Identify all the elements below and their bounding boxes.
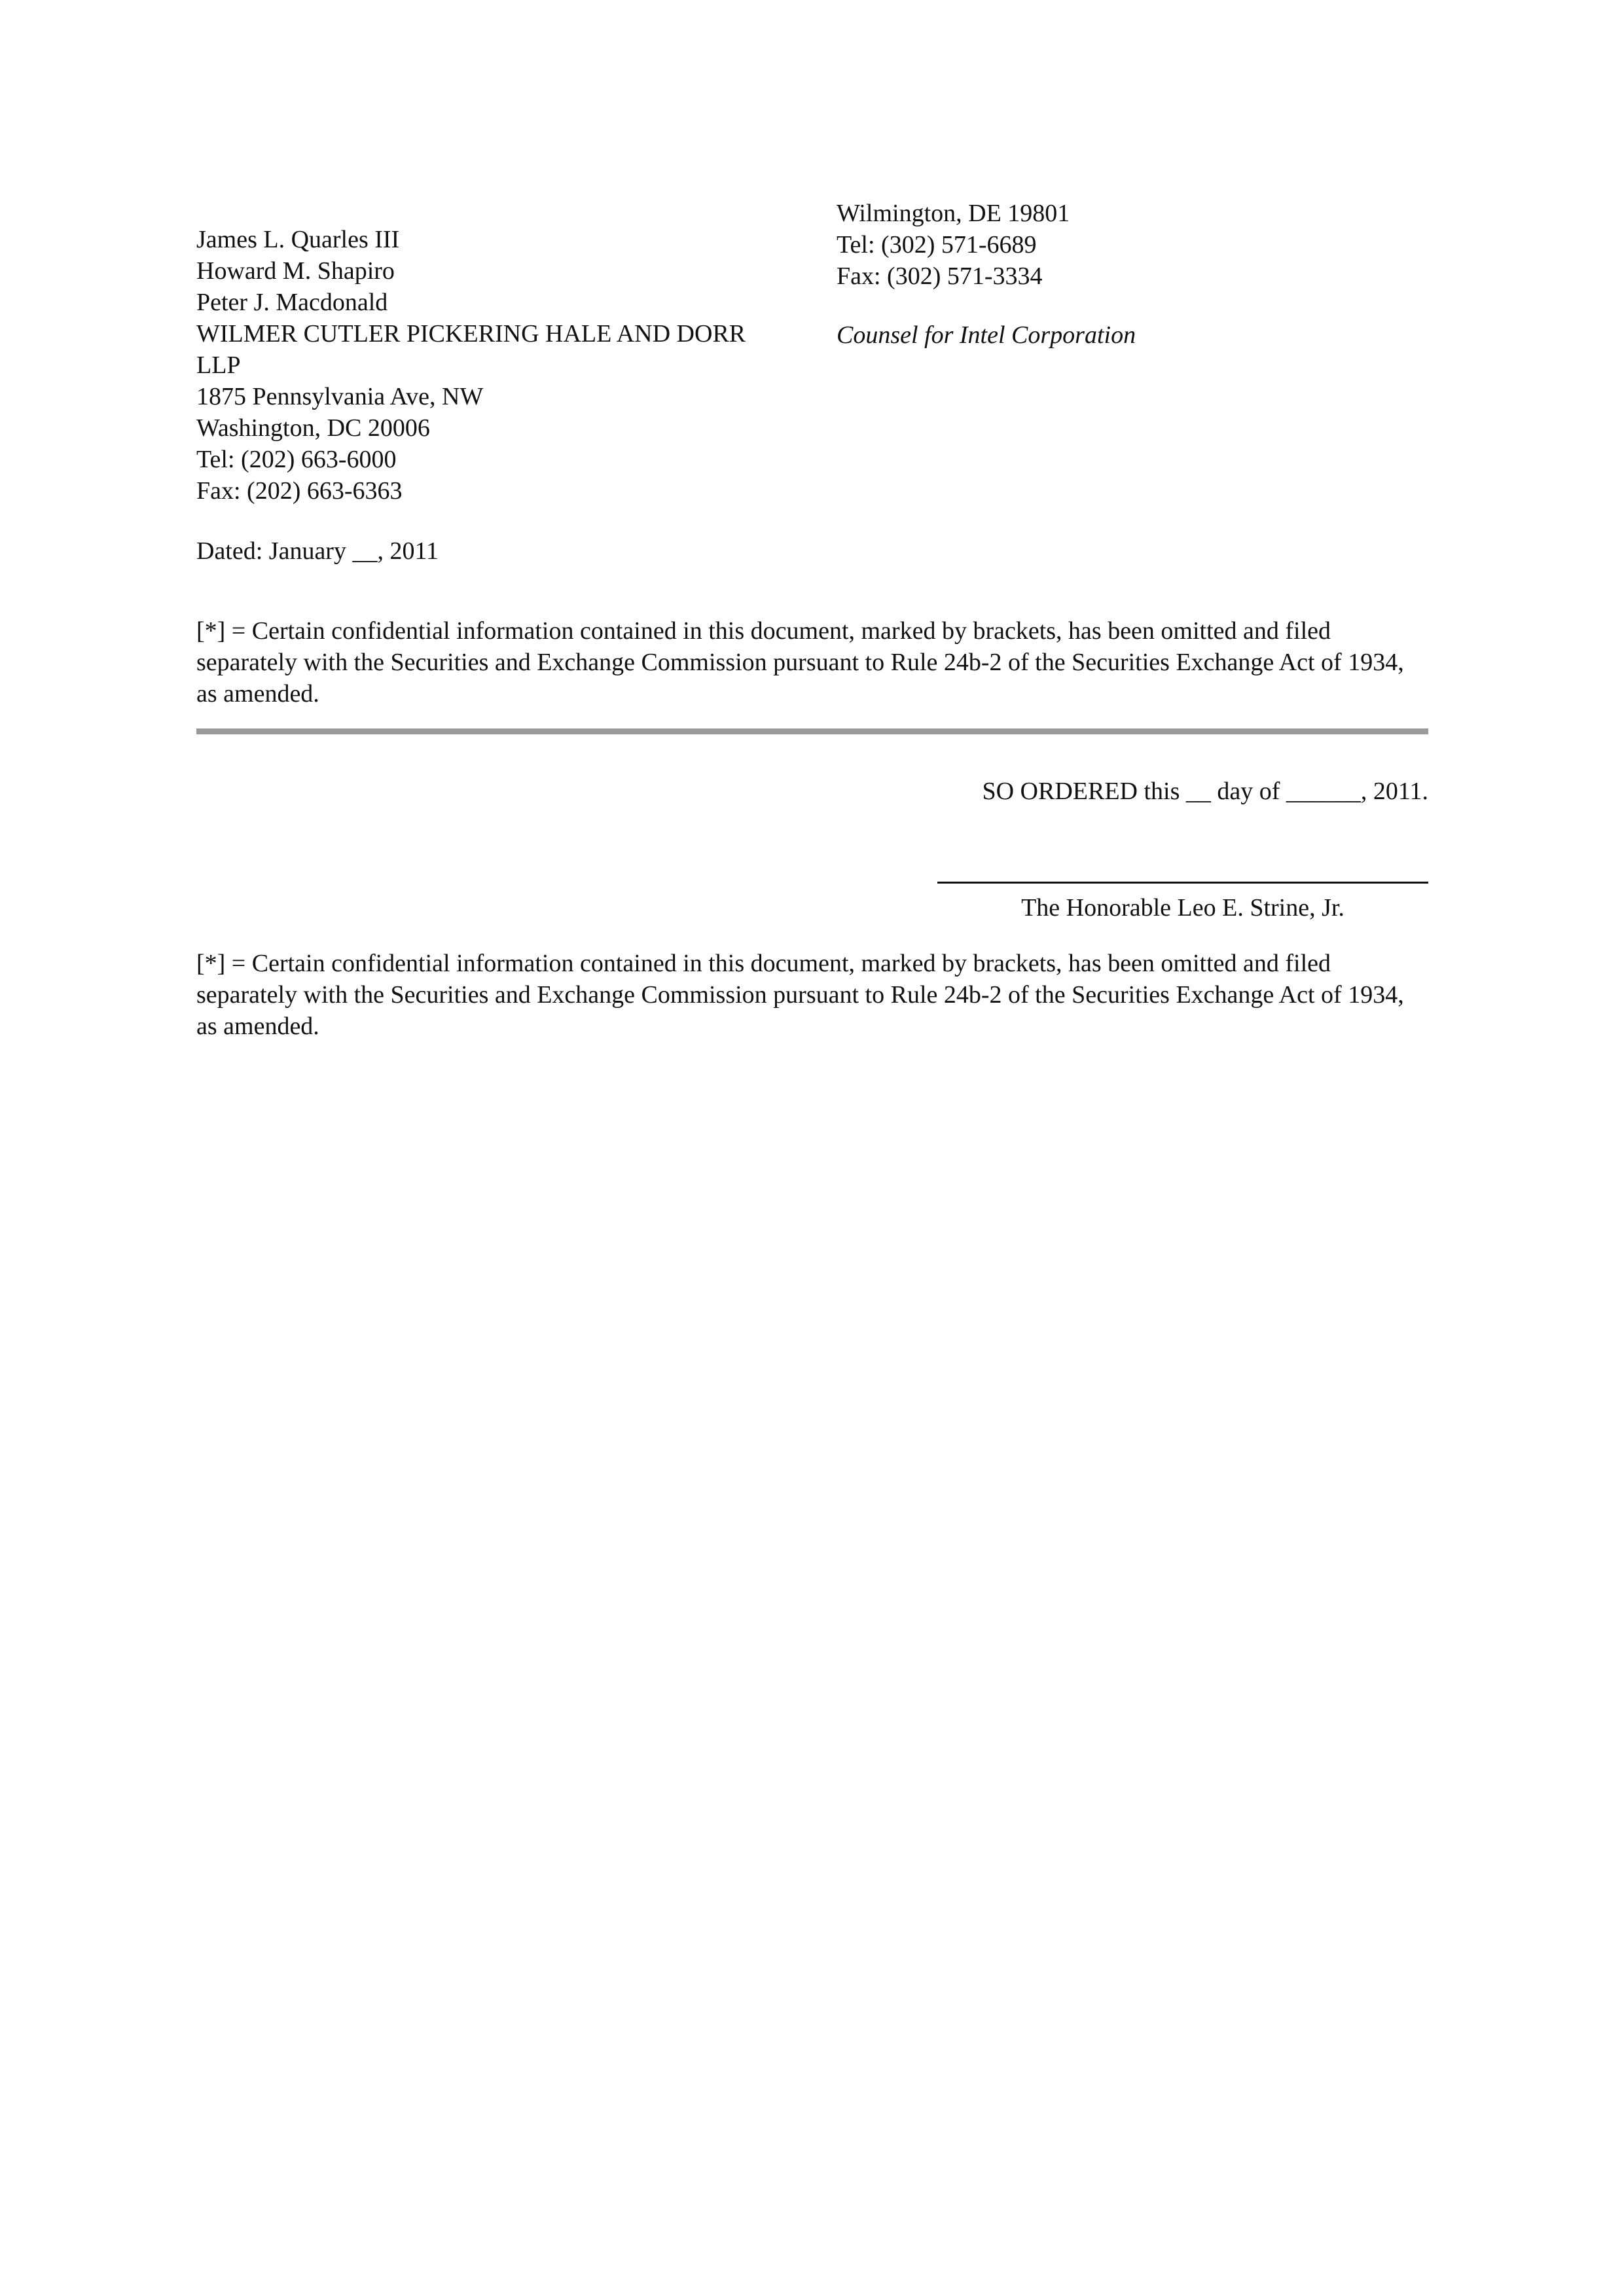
counsel-block-left — [196, 224, 825, 507]
counsel-role: Counsel for Intel Corporation — [837, 321, 1136, 349]
attorney-name: James L. Quarles III — [196, 226, 400, 253]
firm-name: WILMER CUTLER PICKERING HALE AND DORR — [196, 320, 746, 348]
so-ordered-line: SO ORDERED this __ day of ______, 2011. — [982, 778, 1428, 805]
confidential-footnote: [*] = Certain confidential information contained in this document, marked by brackets, has been omitted and filed separately with the Securities and Exchange Commission pursuant to Rule 24b-2 of the Securities Exchange Act of 1934, as amended. — [196, 617, 1404, 708]
counsel-tel: Tel: (302) 571-6689 — [837, 231, 1037, 259]
counsel-city: Wilmington, DE 19801 — [837, 200, 1070, 227]
counsel-fax: Fax: (302) 571-3334 — [837, 262, 1043, 290]
section-divider — [196, 728, 1428, 734]
judge-name: The Honorable Leo E. Strine, Jr. — [1021, 894, 1344, 922]
firm-city: Washington, DC 20006 — [196, 414, 430, 442]
signature-line — [937, 882, 1428, 884]
firm-street: 1875 Pennsylvania Ave, NW — [196, 383, 484, 410]
firm-name-continued: LLP — [196, 351, 241, 379]
counsel-block-right — [837, 198, 1426, 351]
confidential-footnote: [*] = Certain confidential information contained in this document, marked by brackets, has been omitted and filed separately with the Securities and Exchange Commission pursuant to Rule 24b-2 of the Securities Exchange Act of 1934, as amended. — [196, 950, 1404, 1040]
firm-tel: Tel: (202) 663-6000 — [196, 446, 397, 473]
dated-line: Dated: January __, 2011 — [196, 537, 439, 565]
attorney-name: Howard M. Shapiro — [196, 257, 395, 285]
spacer — [837, 292, 1426, 319]
attorney-name: Peter J. Macdonald — [196, 289, 388, 316]
firm-fax: Fax: (202) 663-6363 — [196, 477, 403, 505]
